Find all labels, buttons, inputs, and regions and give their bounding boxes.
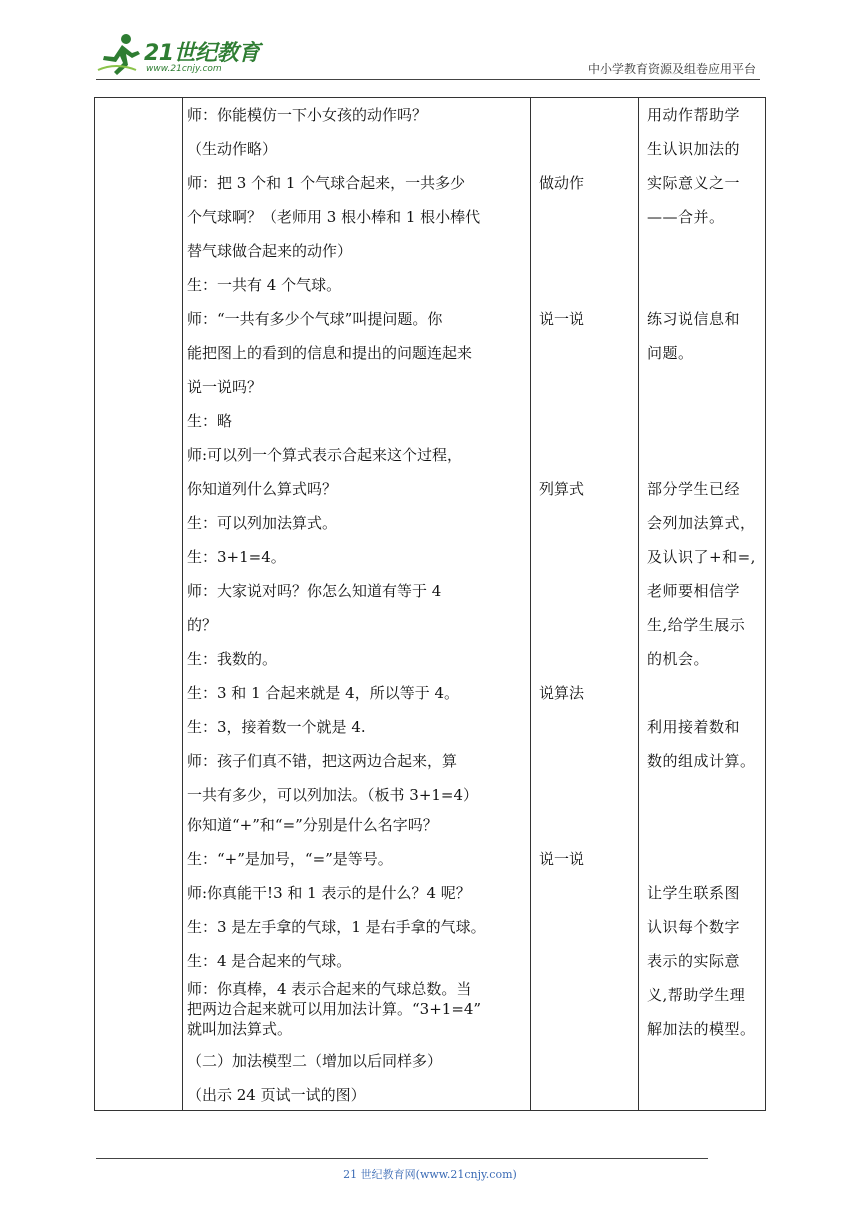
- logo-url: www.21cnjy.com: [146, 64, 222, 74]
- design-note-line: 表示的实际意: [647, 952, 741, 970]
- dialogue-line: 师:你真能干!3 和 1 表示的是什么？4 呢？: [187, 884, 471, 902]
- logo-title: 21世纪教育: [144, 41, 260, 66]
- design-note-line: 生,给学生展示: [647, 616, 746, 634]
- dialogue-line: 生：4 是合起来的气球。: [187, 952, 352, 970]
- design-note-line: 及认识了+和=,: [647, 548, 756, 566]
- column-divider: [182, 98, 183, 1110]
- dialogue-line: 生：我数的。: [187, 650, 278, 668]
- page-header: [0, 0, 860, 82]
- logo: [96, 32, 266, 80]
- design-note-line: 认识每个数字: [647, 918, 741, 936]
- footer-divider: [96, 1158, 708, 1159]
- design-note-line: 数的组成计算。: [647, 752, 756, 770]
- dialogue-line: 你知道“+”和“=”分别是什么名字吗？: [187, 816, 438, 834]
- dialogue-line: 师:可以列一个算式表示合起来这个过程，: [187, 446, 463, 464]
- design-note-line: 的机会。: [647, 650, 710, 668]
- design-note-line: 会列加法算式，: [647, 514, 756, 532]
- dialogue-line: 就叫加法算式。: [187, 1020, 293, 1038]
- footer-text: 21 世纪教育网(www.21cnjy.com): [343, 1168, 517, 1181]
- dialogue-line: 一共有多少，可以列加法。（板书 3+1=4）: [187, 786, 479, 804]
- design-note-line: 利用接着数和: [647, 718, 741, 736]
- design-note-line: 用动作帮助学: [647, 106, 741, 124]
- dialogue-line: 师：把 3 个和 1 个气球合起来，一共多少: [187, 174, 466, 192]
- design-note-line: 让学生联系图: [647, 884, 741, 902]
- column-divider: [638, 98, 639, 1110]
- column-divider: [530, 98, 531, 1110]
- dialogue-line: 生：3 是左手拿的气球，1 是右手拿的气球。: [187, 918, 486, 936]
- dialogue-line: 师：你能模仿一下小女孩的动作吗？: [187, 106, 428, 124]
- dialogue-line: 替气球做合起来的动作）: [187, 242, 353, 260]
- dialogue-line: 生：略: [187, 412, 233, 430]
- dialogue-line: 生：可以列加法算式。: [187, 514, 338, 532]
- dialogue-line: 师：“一共有多少个气球”叫提问题。你: [187, 310, 443, 328]
- activity-label: 做动作: [539, 174, 585, 192]
- running-person-icon: [96, 32, 144, 76]
- platform-name: 中小学教育资源及组卷应用平台: [587, 62, 756, 76]
- dialogue-line: 生：3+1=4。: [187, 548, 286, 566]
- dialogue-line: （二）加法模型二（增加以后同样多）: [187, 1052, 443, 1070]
- dialogue-line: 师：孩子们真不错，把这两边合起来，算: [187, 752, 458, 770]
- design-note-line: ——合并。: [647, 208, 725, 226]
- design-note-line: 老师要相信学: [647, 582, 741, 600]
- dialogue-line: 师：大家说对吗？你怎么知道有等于 4: [187, 582, 442, 600]
- lesson-table: [94, 97, 766, 1111]
- activity-label: 说一说: [539, 310, 585, 328]
- dialogue-line: 把两边合起来就可以用加法计算。“3+1=4”: [187, 1000, 482, 1018]
- dialogue-line: 个气球啊？（老师用 3 根小棒和 1 根小棒代: [187, 208, 481, 226]
- dialogue-line: 的？: [187, 616, 218, 634]
- dialogue-line: 生：“+”是加号，“=”是等号。: [187, 850, 393, 868]
- dialogue-line: 说一说吗？: [187, 378, 263, 396]
- design-note-line: 义,帮助学生理: [647, 986, 746, 1004]
- dialogue-line: 生：3 和 1 合起来就是 4，所以等于 4。: [187, 684, 460, 702]
- dialogue-line: 师：你真棒，4 表示合起来的气球总数。当: [187, 980, 472, 998]
- activity-label: 列算式: [539, 480, 585, 498]
- dialogue-line: 能把图上的看到的信息和提出的问题连起来: [187, 344, 473, 362]
- header-divider: [96, 79, 760, 80]
- design-note-line: 生认识加法的: [647, 140, 741, 158]
- design-note-line: 解加法的模型。: [647, 1020, 756, 1038]
- design-note-line: 实际意义之一: [647, 174, 741, 192]
- design-note-line: 问题。: [647, 344, 694, 362]
- dialogue-line: （生动作略）: [187, 140, 278, 158]
- activity-label: 说算法: [539, 684, 585, 702]
- dialogue-line: 生：一共有 4 个气球。: [187, 276, 342, 294]
- design-note-line: 练习说信息和: [647, 310, 741, 328]
- dialogue-line: 生：3，接着数一个就是 4.: [187, 718, 366, 736]
- design-note-line: 部分学生已经: [647, 480, 741, 498]
- dialogue-line: 你知道列什么算式吗？: [187, 480, 338, 498]
- activity-label: 说一说: [539, 850, 585, 868]
- dialogue-line: （出示 24 页试一试的图）: [187, 1086, 366, 1104]
